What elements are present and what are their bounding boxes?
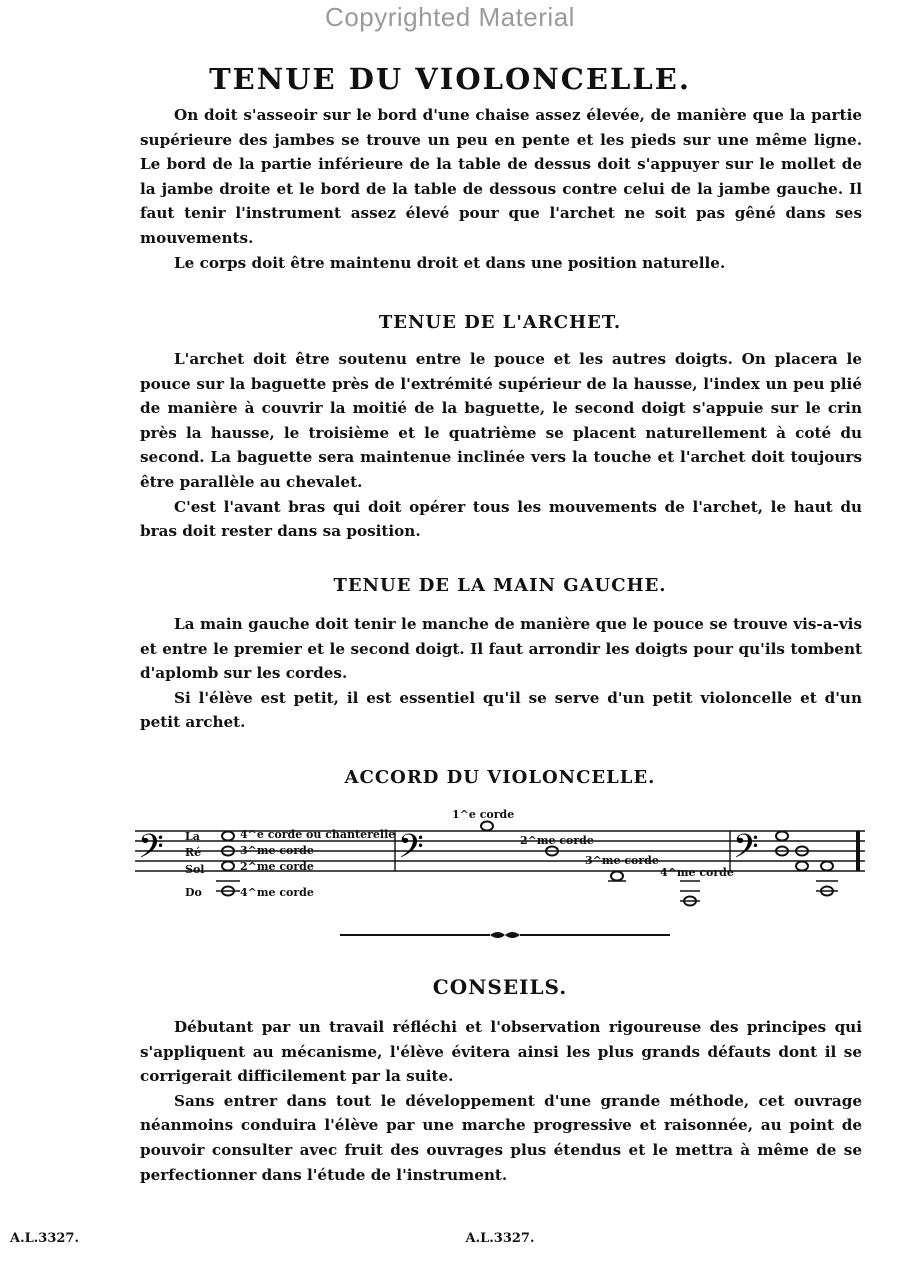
bass-clef-icon: 𝄢 bbox=[733, 828, 759, 874]
section-archet bbox=[140, 347, 862, 544]
paragraph: La main gauche doit tenir le manche de manière que le pouce se trouve vis-a-vis et entre le premier et le second doigt. Il faut arrondir les doigts pour qu'ils tombent d'aplomb sur les cordes. bbox=[140, 615, 862, 683]
section-main-gauche bbox=[140, 612, 862, 735]
string-label: 1^e corde bbox=[452, 808, 515, 821]
paragraph: Débutant par un travail réfléchi et l'observation rigoureuse des principes qui s'appliquent au mécanisme, l'élève évitera ainsi les plus grands défauts dont il se corrigerait difficilement par la suite. bbox=[140, 1018, 862, 1086]
paragraph: Le corps doit être maintenu droit et dans une position naturelle. bbox=[174, 253, 726, 272]
string-label: 2^me corde bbox=[240, 860, 314, 873]
bass-clef-icon: 𝄢 bbox=[138, 828, 164, 874]
string-label: 4^me corde bbox=[660, 866, 734, 879]
paragraph: L'archet doit être soutenu entre le pouce et les autres doigts. On placera le pouce sur la baguette près de l'extrémité supérieur de la hausse, l'index un peu plié de manière à couvrir la moitié de la baguette, le second doigt s'appuie sur le crin près la hausse, le troisième et le quatrième se placent naturellement à coté du second. La baguette sera maintenue inclinée vers la touche et l'archet doit toujours être parallèle au chevalet. bbox=[140, 350, 862, 491]
heading-conseils: CONSEILS. bbox=[432, 975, 568, 999]
paragraph: C'est l'avant bras qui doit opérer tous les mouvements de l'archet, le haut du bras doit rester dans sa position. bbox=[140, 497, 862, 541]
string-label: 3^me corde bbox=[240, 844, 314, 857]
footer-plate-number-left: A.L.3327. bbox=[10, 1231, 79, 1246]
string-label: 3^me corde bbox=[585, 854, 659, 867]
note-name: Ré bbox=[185, 846, 202, 859]
bass-clef-icon: 𝄢 bbox=[398, 828, 424, 874]
note-name: Sol bbox=[185, 863, 205, 876]
heading-main-gauche: TENUE DE LA MAIN GAUCHE. bbox=[333, 575, 667, 596]
paragraph: Si l'élève est petit, il est essentiel qu'il se serve d'un petit violoncelle et d'un petit archet. bbox=[140, 688, 862, 732]
note-name: La bbox=[185, 830, 200, 843]
section-tenue-violoncelle bbox=[140, 103, 862, 275]
string-label: 4^e corde ou chanterelle bbox=[240, 828, 396, 841]
heading-accord: ACCORD DU VIOLONCELLE. bbox=[344, 767, 656, 788]
footer-plate-number-center: A.L.3327. bbox=[465, 1231, 535, 1246]
decorative-divider bbox=[340, 925, 670, 945]
section-conseils bbox=[140, 1015, 862, 1187]
heading-archet: TENUE DE L'ARCHET. bbox=[378, 312, 622, 333]
page-title: TENUE DU VIOLONCELLE. bbox=[209, 62, 691, 96]
paragraph: Sans entrer dans tout le développement d'une grande méthode, cet ouvrage néanmoins conduira l'élève par une marche progressive et raisonnée, au point de pouvoir consulter avec fruit des ouvrages plus étendus et le mettra à même de se perfectionner dans l'étude de l'instrument. bbox=[140, 1091, 862, 1184]
copyright-watermark: Copyrighted Material bbox=[325, 2, 575, 32]
paragraph: On doit s'asseoir sur le bord d'une chaise assez élevée, de manière que la partie supérieure des jambes se trouve un peu en pente et les pieds sur une même ligne. Le bord de la partie inférieure de la table de dessus doit s'appuyer sur le mollet de la jambe droite et le bord de la table de dessous contre celui de la jambe gauche. Il faut tenir l'instrument assez élevé pour que l'archet ne soit pas gêné dans ses mouvements. bbox=[140, 106, 862, 247]
string-label: 2^me corde bbox=[520, 834, 594, 847]
string-label: 4^me corde bbox=[240, 886, 314, 899]
tuning-staff bbox=[130, 796, 870, 916]
note-name: Do bbox=[185, 886, 202, 899]
